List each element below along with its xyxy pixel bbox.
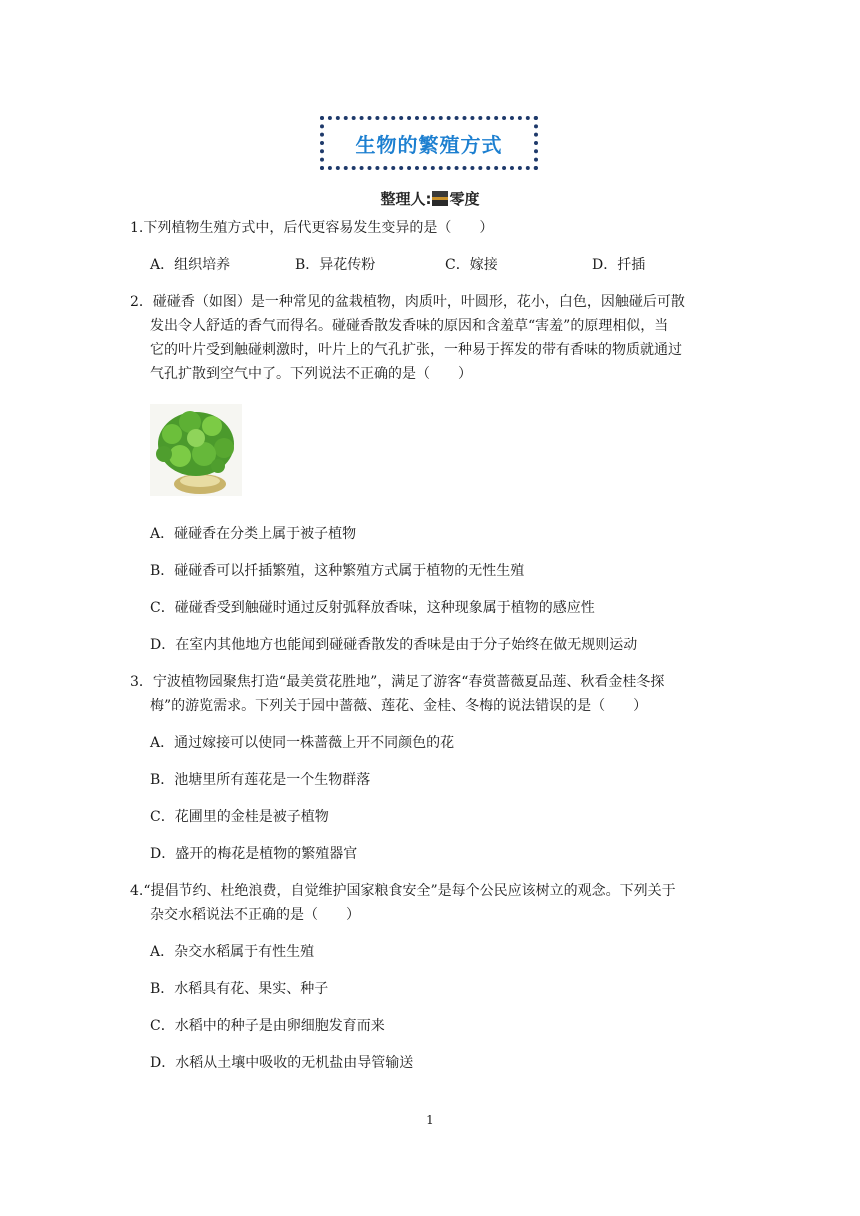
q4-option-a: A．杂交水稻属于有性生殖: [150, 944, 315, 960]
q2-stem-line-2: 发出令人舒适的香气而得名。碰碰香散发香味的原因和含羞草“害羞”的原理相似，当: [150, 318, 669, 334]
q2-stem-line-4: 气孔扩散到空气中了。下列说法不正确的是（ ）: [150, 366, 472, 382]
page-title: 生物的繁殖方式: [355, 132, 503, 157]
q1-option-a: A．组织培养: [150, 257, 231, 273]
q2-stem-line-1: 2．碰碰香（如图）是一种常见的盆栽植物，肉质叶，叶圆形，花小，白色，因触碰后可散: [130, 294, 685, 310]
q4-option-c: C．水稻中的种子是由卵细胞发育而来: [150, 1018, 385, 1034]
compiler-label: 整理人:: [380, 190, 432, 208]
q1-option-b: B．异花传粉: [295, 257, 376, 273]
q3-option-b: B．池塘里所有莲花是一个生物群落: [150, 772, 371, 788]
q3-option-a: A．通过嫁接可以使同一株蔷薇上开不同颜色的花: [150, 735, 455, 751]
q2-stem-line-3: 它的叶片受到触碰刺激时，叶片上的气孔扩张，一种易于挥发的带有香味的物质就通过: [150, 342, 682, 358]
author-logo-icon: [432, 191, 448, 206]
q4-stem-line-1: 4.“提倡节约、杜绝浪费，自觉维护国家粮食安全”是每个公民应该树立的观念。下列关于: [130, 883, 676, 899]
title-box: [320, 116, 538, 170]
potted-plant-image: [150, 404, 242, 496]
compiler-name: 零度: [449, 190, 480, 208]
q3-option-d: D．盛开的梅花是植物的繁殖器官: [150, 846, 358, 862]
q3-option-c: C．花圃里的金桂是被子植物: [150, 809, 329, 825]
q2-option-b: B．碰碰香可以扦插繁殖，这种繁殖方式属于植物的无性生殖: [150, 563, 525, 579]
q1-option-c: C．嫁接: [445, 257, 498, 273]
q3-stem-line-2: 梅”的游览需求。下列关于园中蔷薇、莲花、金桂、冬梅的说法错误的是（ ）: [150, 698, 648, 714]
q4-stem-line-2: 杂交水稻说法不正确的是（ ）: [150, 907, 360, 923]
q4-option-d: D．水稻从土壤中吸收的无机盐由导管输送: [150, 1055, 414, 1071]
q1-option-d: D．扦插: [592, 257, 646, 273]
page-number: 1: [426, 1113, 434, 1127]
compiler-line: [0, 188, 860, 209]
q4-option-b: B．水稻具有花、果实、种子: [150, 981, 329, 997]
q2-option-a: A．碰碰香在分类上属于被子植物: [150, 526, 357, 542]
q3-stem-line-1: 3．宁波植物园聚焦打造“最美赏花胜地”，满足了游客“春赏蔷薇夏品莲、秋看金桂冬探: [130, 674, 665, 690]
q2-option-d: D．在室内其他地方也能闻到碰碰香散发的香味是由于分子始终在做无规则运动: [150, 637, 638, 653]
q1-stem: 1.下列植物生殖方式中，后代更容易发生变异的是（ ）: [130, 220, 494, 236]
q2-option-c: C．碰碰香受到触碰时通过反射弧释放香味，这种现象属于植物的感应性: [150, 600, 595, 616]
